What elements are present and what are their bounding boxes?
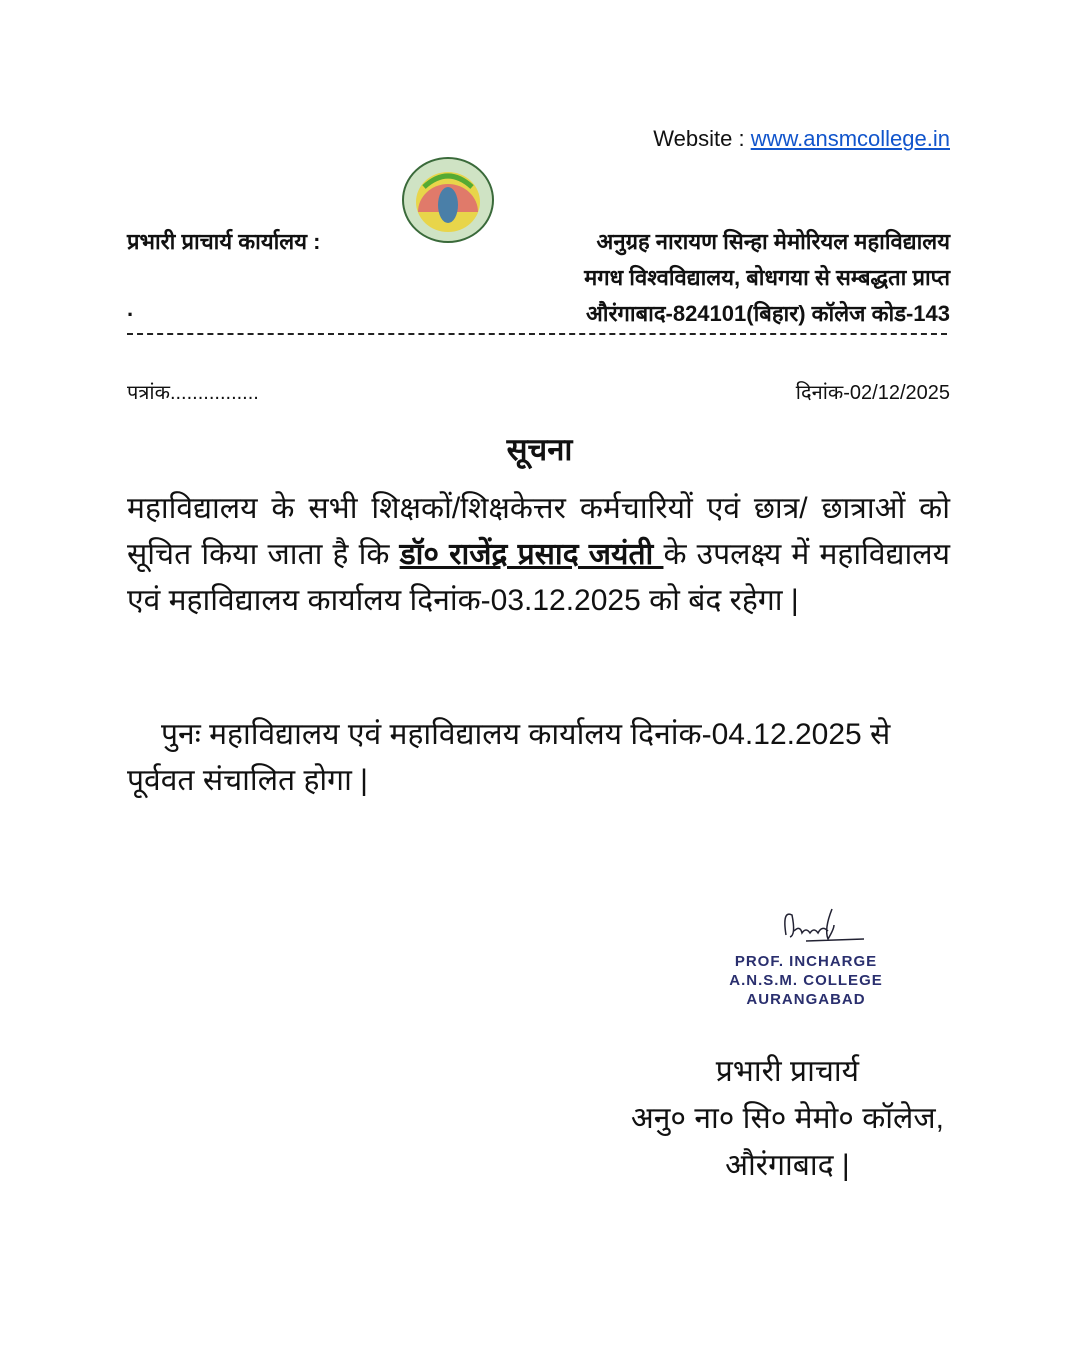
stamp-line-1: PROF. INCHARGE bbox=[734, 953, 878, 970]
notice-date: दिनांक-02/12/2025 bbox=[795, 382, 950, 404]
signoff-city: औरंगाबाद | bbox=[725, 1149, 850, 1182]
website-link[interactable]: www.ansmcollege.in bbox=[750, 126, 950, 151]
college-name: अनुग्रह नारायण सिन्हा मेमोरियल महाविद्यालय bbox=[596, 229, 950, 254]
notice-paragraph-2: पुनः महाविद्यालय एवं महाविद्यालय कार्यालय दिनांक-04.12.2025 से पूर्ववत संचालित होगा | bbox=[127, 718, 891, 797]
website-line bbox=[653, 126, 950, 152]
signoff-title: प्रभारी प्राचार्य bbox=[715, 1055, 860, 1088]
college-logo bbox=[402, 157, 494, 243]
college-location: औरंगाबाद-824101(बिहार) कॉलेज कोड-143 bbox=[585, 301, 950, 326]
college-affiliation: मगध विश्वविद्यालय, बोधगया से सम्बद्धता प्राप्त bbox=[584, 265, 950, 290]
divider bbox=[127, 333, 947, 335]
para1-occasion: डॉ० राजेंद्र प्रसाद जयंती bbox=[399, 538, 664, 571]
college-address bbox=[584, 224, 950, 332]
signoff-college: अनु० ना० सि० मेमो० कॉलेज, bbox=[630, 1102, 944, 1135]
website-label: Website : bbox=[653, 126, 751, 151]
office-label: प्रभारी प्राचार्य कार्यालय : bbox=[127, 229, 321, 254]
para1-end: के उपलक्ष्य में महाविद्यालय एवं महाविद्यालय कार्यालय दिनांक-03.12.2025 को बंद रहेगा | bbox=[127, 538, 950, 617]
notice-paragraph-1 bbox=[127, 486, 950, 624]
notice-title: सूचना bbox=[506, 432, 573, 467]
stamp-line-3: AURANGABAD bbox=[746, 991, 866, 1008]
official-stamp bbox=[716, 905, 896, 1009]
signoff bbox=[631, 1048, 944, 1189]
dot: . bbox=[127, 296, 134, 321]
stamp-line-2: A.N.S.M. COLLEGE bbox=[729, 972, 883, 989]
para1-start: महाविद्यालय के सभी शिक्षकों/शिक्षकेत्तर कर्मचारियों एवं छात्र/ छात्राओं को सूचित किया जाता है कि bbox=[127, 492, 950, 571]
signature bbox=[746, 905, 866, 947]
reference-number: पत्रांक................ bbox=[127, 382, 259, 404]
